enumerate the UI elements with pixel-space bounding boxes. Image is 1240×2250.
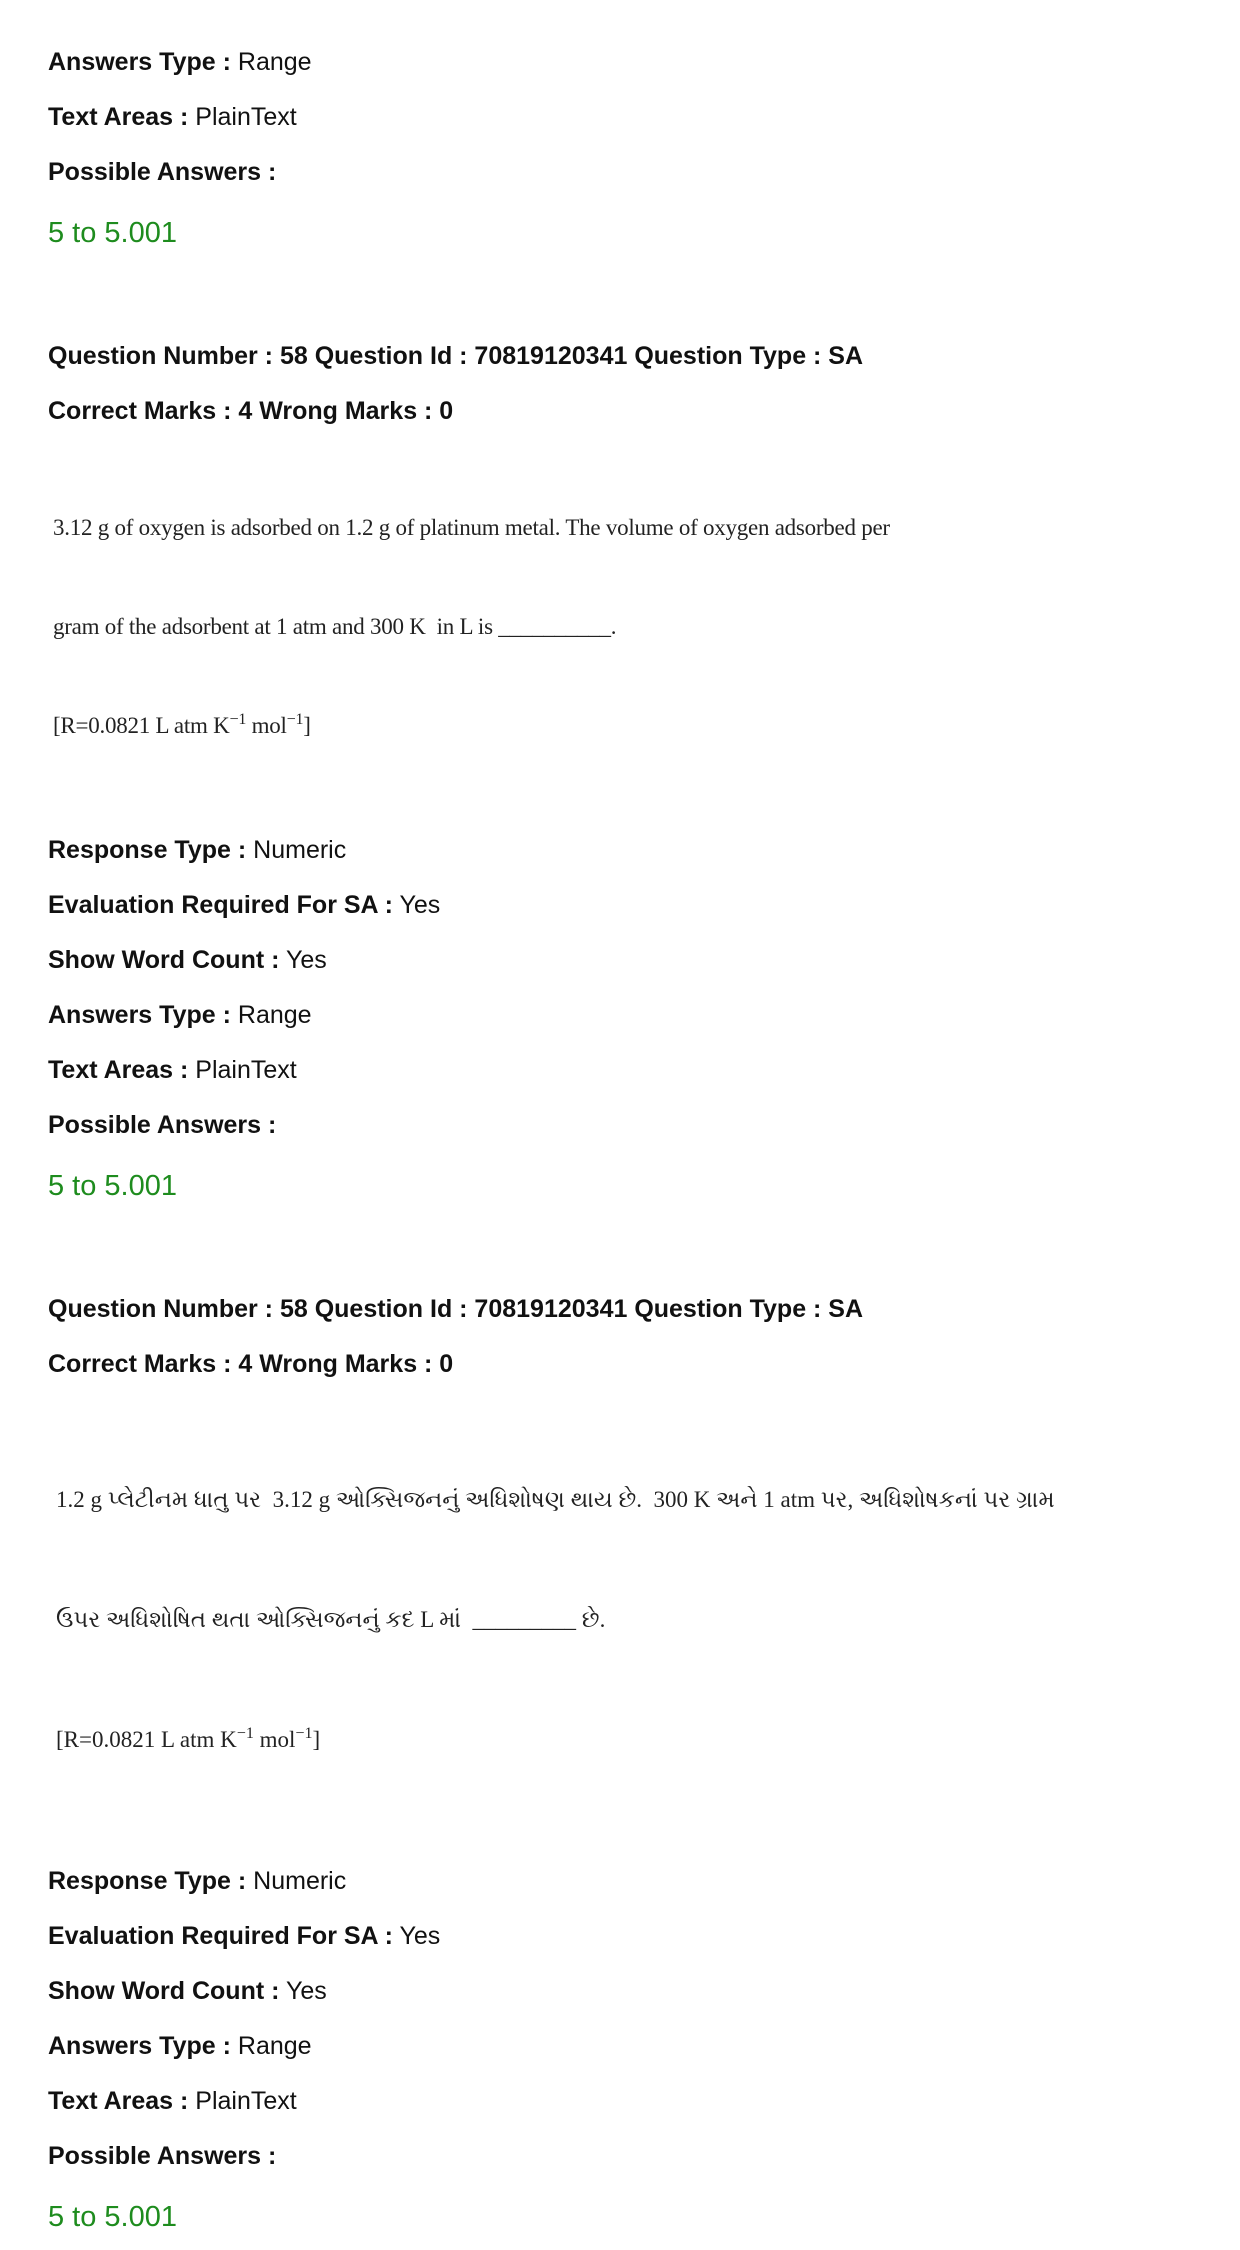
possible-answers-label: Possible Answers : (48, 158, 277, 186)
word-count-row (48, 933, 1240, 988)
possible-answers-row (48, 2129, 1240, 2184)
answers-type-value: Range (237, 2032, 312, 2060)
text-areas-row (48, 1043, 1240, 1098)
answers-type-value: Range (237, 48, 312, 76)
evaluation-label: Evaluation Required For SA : (48, 1922, 393, 1950)
gas-constant-prefix: [R=0.0821 L atm K (53, 713, 230, 738)
possible-answer-value: 5 to 5.001 (48, 1170, 177, 1202)
possible-answers-row (48, 1098, 1240, 1153)
marks-line: Correct Marks : 4 Wrong Marks : 0 (48, 397, 454, 425)
evaluation-label: Evaluation Required For SA : (48, 891, 393, 919)
response-type-row (48, 1854, 1240, 1909)
gas-constant-mid: mol (246, 713, 287, 738)
response-type-value: Numeric (253, 1867, 347, 1895)
marks-line: Correct Marks : 4 Wrong Marks : 0 (48, 1350, 454, 1378)
word-count-value: Yes (285, 1977, 327, 2005)
evaluation-value: Yes (399, 891, 441, 919)
question-text-line: ઉપર અધિશોષિત થતા ઓક્સિજનનું કદ L માં _________ છે. (56, 1607, 606, 1632)
text-areas-label: Text Areas : (48, 2087, 189, 2115)
exponent: −1 (229, 711, 247, 729)
answers-type-row (48, 988, 1240, 1043)
previous-question-tail (48, 35, 1240, 266)
text-areas-row (48, 90, 1240, 145)
word-count-value: Yes (285, 946, 327, 974)
question-text (53, 445, 1240, 808)
exponent: −1 (295, 1725, 313, 1743)
answers-type-label: Answers Type : (48, 48, 231, 76)
evaluation-row (48, 878, 1240, 933)
possible-answer-value: 5 to 5.001 (48, 217, 177, 249)
question-header: Question Number : 58 Question Id : 70819120341 Question Type : SA (48, 342, 864, 370)
word-count-label: Show Word Count : (48, 946, 280, 974)
question-text-line: gram of the adsorbent at 1 atm and 300 K in L is __________. (53, 614, 617, 639)
question-text (56, 1400, 1240, 1840)
evaluation-row (48, 1909, 1240, 1964)
answers-type-row (48, 2019, 1240, 2074)
possible-answer-value: 5 to 5.001 (48, 2201, 177, 2233)
text-areas-value: PlainText (195, 2087, 297, 2115)
text-areas-label: Text Areas : (48, 103, 189, 131)
gas-constant-prefix: [R=0.0821 L atm K (56, 1727, 237, 1752)
question-block-english (48, 329, 1240, 1219)
response-type-label: Response Type : (48, 1867, 247, 1895)
text-areas-label: Text Areas : (48, 1056, 189, 1084)
gas-constant-mid: mol (253, 1727, 296, 1752)
gas-constant-suffix: ] (312, 1727, 321, 1752)
text-areas-value: PlainText (195, 1056, 297, 1084)
answers-type-label: Answers Type : (48, 2032, 231, 2060)
evaluation-value: Yes (399, 1922, 441, 1950)
text-areas-value: PlainText (195, 103, 297, 131)
word-count-label: Show Word Count : (48, 1977, 280, 2005)
gas-constant-line (56, 1720, 1240, 1760)
question-block-gujarati (48, 1282, 1240, 2250)
response-type-value: Numeric (253, 836, 347, 864)
gas-constant-suffix: ] (303, 713, 311, 738)
word-count-row (48, 1964, 1240, 2019)
text-areas-row (48, 2074, 1240, 2129)
question-header: Question Number : 58 Question Id : 70819120341 Question Type : SA (48, 1295, 864, 1323)
answers-type-value: Range (237, 1001, 312, 1029)
answers-type-row (48, 35, 1240, 90)
question-text-line: 3.12 g of oxygen is adsorbed on 1.2 g of platinum metal. The volume of oxygen adsorbed per (53, 515, 890, 540)
response-type-row (48, 823, 1240, 878)
possible-answers-row (48, 145, 1240, 200)
possible-answers-label: Possible Answers : (48, 2142, 277, 2170)
answers-type-label: Answers Type : (48, 1001, 231, 1029)
response-type-label: Response Type : (48, 836, 247, 864)
exponent: −1 (286, 711, 304, 729)
possible-answers-label: Possible Answers : (48, 1111, 277, 1139)
gas-constant-line (53, 709, 1240, 742)
question-text-line: 1.2 g પ્લેટીનમ ધાતુ પર 3.12 g ઓક્સિજનનું અધિશોષણ થાય છે. 300 K અને 1 atm પર, અધિશોષકનાં પર ગ્રામ (56, 1487, 1055, 1512)
exponent: −1 (236, 1725, 254, 1743)
